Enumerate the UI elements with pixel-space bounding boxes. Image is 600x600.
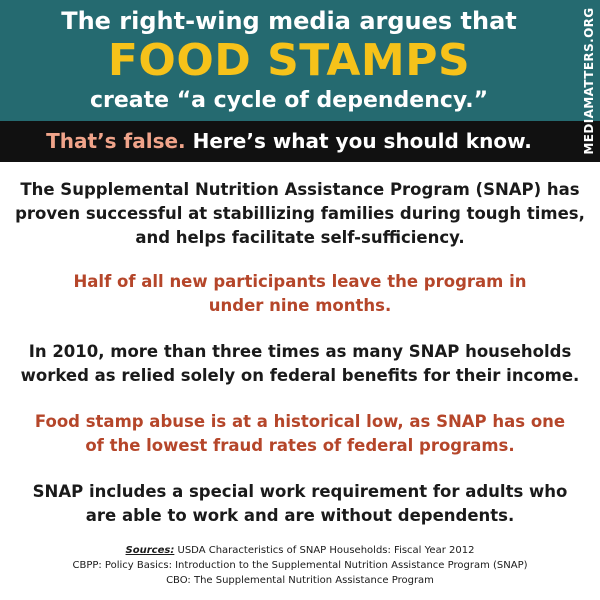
sources-block xyxy=(0,543,600,588)
fact-line: SNAP includes a special work requirement for adults who xyxy=(32,482,568,501)
rebuttal-text xyxy=(0,129,578,153)
rebuttal-bar xyxy=(0,121,600,162)
fact-paragraph-1 xyxy=(0,178,600,250)
header-banner xyxy=(0,0,600,121)
brand-url: MEDIAMATTERS.ORG xyxy=(582,7,596,155)
thats-false-label: That’s false. xyxy=(46,129,186,153)
fact-line: proven successful at stabillizing families during tough times, xyxy=(15,204,585,223)
source-cbo: CBO: The Supplemental Nutrition Assistance Program xyxy=(166,575,434,586)
brand-vertical xyxy=(578,0,600,162)
fact-line: of the lowest fraud rates of federal programs. xyxy=(85,436,515,455)
fact-line: In 2010, more than three times as many SNAP households xyxy=(28,342,572,361)
headline-quote: create “a cycle of dependency.” xyxy=(89,88,489,113)
headline-intro: The right-wing media argues that xyxy=(61,7,517,35)
sources-label: Sources: xyxy=(125,545,175,556)
fact-line: The Supplemental Nutrition Assistance Program (SNAP) has xyxy=(20,180,580,199)
fact-line: Half of all new participants leave the program in xyxy=(73,272,527,291)
source-cbpp: CBPP: Policy Basics: Introduction to the Supplemental Nutrition Assistance Program (SNAP) xyxy=(72,560,528,571)
fact-paragraph-3 xyxy=(0,340,600,388)
fact-line: are able to work and are without dependents. xyxy=(85,506,515,525)
fact-paragraph-4 xyxy=(0,410,600,458)
headline-main: FOOD STAMPS xyxy=(107,35,471,86)
source-usda: USDA Characteristics of SNAP Households: Fiscal Year 2012 xyxy=(177,545,475,556)
fact-line: under nine months. xyxy=(208,296,392,315)
what-to-know-label: Here’s what you should know. xyxy=(192,129,532,153)
sources-line-1 xyxy=(0,543,600,558)
fact-paragraph-2 xyxy=(0,270,600,318)
fact-line: and helps facilitate self-sufficiency. xyxy=(135,228,465,247)
fact-paragraph-5 xyxy=(0,480,600,528)
fact-line: worked as relied solely on federal benefits for their income. xyxy=(20,366,580,385)
fact-line: Food stamp abuse is at a historical low, as SNAP has one xyxy=(34,412,566,431)
